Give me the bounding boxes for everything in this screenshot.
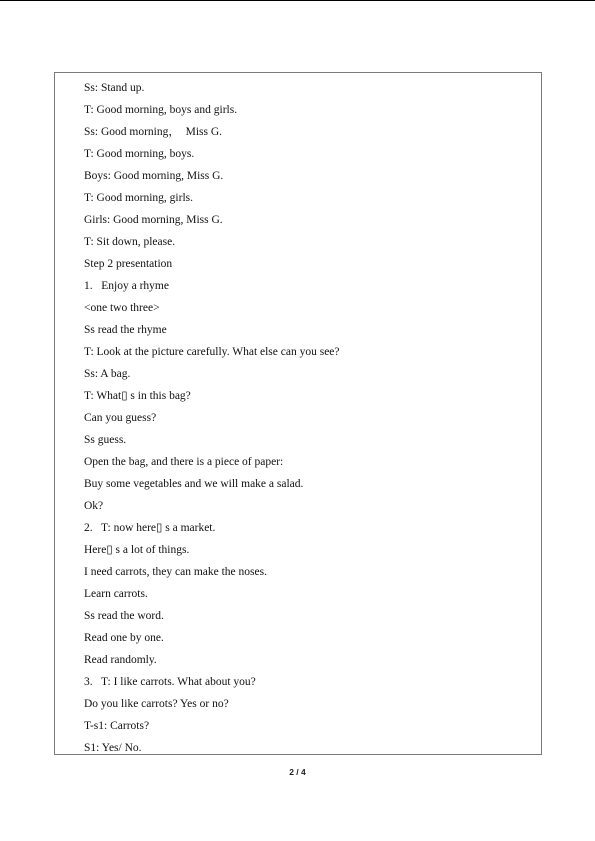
text-line: Can you guess? [84,412,157,424]
text-line: T: Good morning, girls. [84,192,193,204]
text-line: T: Look at the picture carefully. What else can you see? [84,346,340,358]
text-line: Ss guess. [84,434,127,446]
page-number: 2 / 4 [289,767,306,777]
text-line: Boys: Good morning, Miss G. [84,170,224,182]
text-line: Ss: Good morning， Miss G. [84,126,223,138]
text-line: S1: Yes/ No. [84,742,142,754]
text-line: Read one by one. [84,632,164,644]
text-line: Buy some vegetables and we will make a salad. [84,478,304,490]
text-line: Ok? [84,500,104,512]
text-line: 3. T: I like carrots. What about you? [84,676,256,688]
text-line: Learn carrots. [84,588,148,600]
text-line: Ss read the word. [84,610,164,622]
lesson-text [84,81,340,763]
text-line: T: What▯ s in this bag? [84,390,191,402]
text-line: 2. T: now here▯ s a market. [84,522,216,534]
text-line: Ss: Stand up. [84,82,145,94]
text-line: 1. Enjoy a rhyme [84,280,169,292]
text-line: T: Good morning, boys. [84,148,195,160]
text-line: Open the bag, and there is a piece of paper: [84,456,284,468]
text-line: T: Good morning, boys and girls. [84,104,238,116]
text-line: T: Sit down, please. [84,236,176,248]
text-line: T-s1: Carrots? [84,720,150,732]
text-line: Here▯ s a lot of things. [84,544,190,556]
text-line: I need carrots, they can make the noses. [84,566,267,578]
text-line: Ss: A bag. [84,368,131,380]
text-line: Ss read the rhyme [84,324,167,336]
text-line: <one two three> [84,302,160,314]
header-rule [0,0,595,1]
text-line: Girls: Good morning, Miss G. [84,214,223,226]
section-heading: Step 2 presentation [84,258,173,270]
text-line: Read randomly. [84,654,157,666]
text-line: Do you like carrots? Yes or no? [84,698,229,710]
